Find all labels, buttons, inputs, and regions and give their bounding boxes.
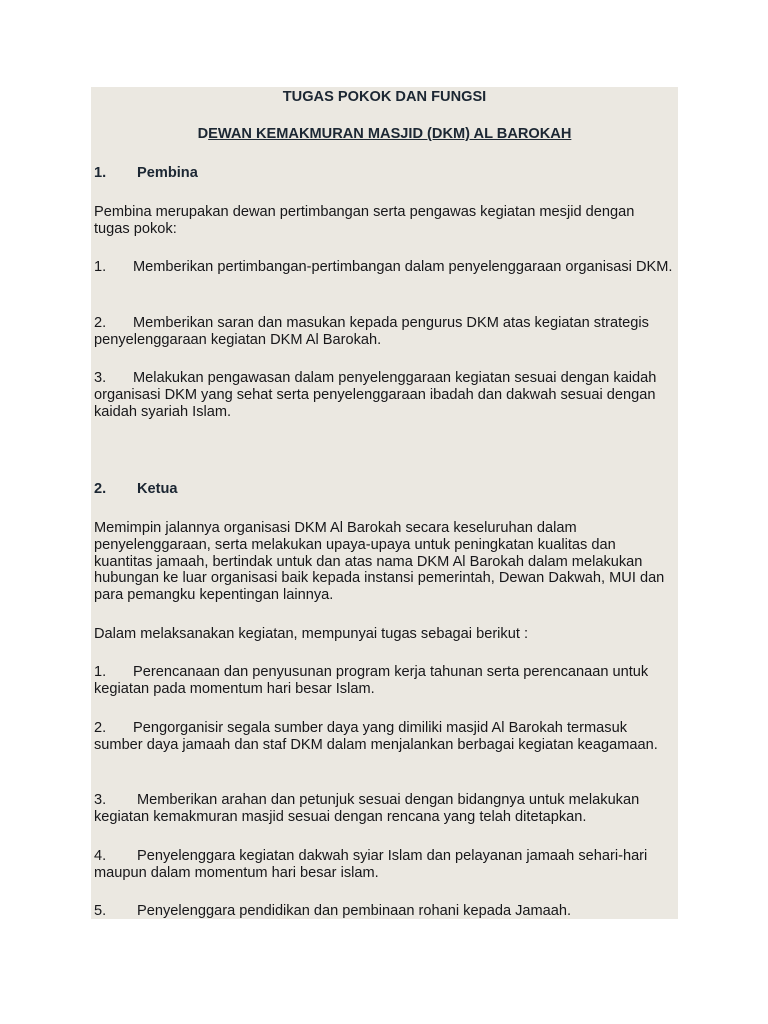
item-number: 4. bbox=[94, 848, 107, 864]
item-number: 2. bbox=[94, 720, 107, 736]
item-number: 1. bbox=[94, 259, 107, 275]
section-1-item-3 bbox=[94, 370, 674, 420]
section-2-lead: Dalam melaksanakan kegiatan, mempunyai tugas sebagai berikut : bbox=[94, 626, 529, 642]
subtitle-prefix: D bbox=[197, 126, 209, 142]
section-2-item-2 bbox=[94, 720, 674, 754]
item-text: Memberikan pertimbangan-pertimbangan dalam penyelenggaraan organisasi DKM. bbox=[133, 259, 673, 275]
item-text: Pengorganisir segala sumber daya yang dimiliki masjid Al Barokah termasuk sumber daya jamaah dan staf DKM dalam menjalankan berbagai kegiatan keagamaan. bbox=[94, 720, 658, 753]
item-number: 1. bbox=[94, 664, 107, 680]
section-1-heading bbox=[94, 165, 198, 182]
section-2-item-4 bbox=[94, 848, 674, 882]
section-2-item-1 bbox=[94, 664, 674, 698]
section-1-intro: Pembina merupakan dewan pertimbangan serta pengawas kegiatan mesjid dengan tugas pokok: bbox=[94, 204, 635, 237]
item-text: Memberikan arahan dan petunjuk sesuai dengan bidangnya untuk melakukan kegiatan kemakmuran masjid sesuai dengan rencana yang telah ditetapkan. bbox=[94, 792, 640, 825]
item-text: Penyelenggara kegiatan dakwah syiar Islam dan pelayanan jamaah sehari-hari maupun dalam momentum hari besar islam. bbox=[94, 848, 648, 881]
subtitle-underlined: EWAN KEMAKMURAN MASJID (DKM) AL BAROKAH bbox=[208, 126, 572, 142]
section-1-item-2 bbox=[94, 315, 674, 349]
section-title: Ketua bbox=[137, 481, 178, 497]
section-number: 1. bbox=[94, 165, 107, 181]
document-subtitle bbox=[91, 126, 678, 143]
section-2-intro: Memimpin jalannya organisasi DKM Al Barokah secara keseluruhan dalam penyelenggaraan, serta melakukan upaya-upaya untuk peningkatan kualitas dan kuantitas jamaah, bertindak untuk dan atas nama DKM Al Barokah dalam melakukan hubungan ke luar organisasi baik kepada instansi pemerintah, Dewan Dakwah, MUI dan para pemangku kepentingan lainnya. bbox=[94, 520, 665, 604]
item-text: Penyelenggara pendidikan dan pembinaan rohani kepada Jamaah. bbox=[137, 903, 572, 919]
document-title: TUGAS POKOK DAN FUNGSI bbox=[282, 89, 487, 105]
document-page bbox=[91, 87, 678, 919]
section-number: 2. bbox=[94, 481, 107, 497]
item-number: 5. bbox=[94, 903, 107, 919]
item-text: Melakukan pengawasan dalam penyelenggaraan kegiatan sesuai dengan kaidah organisasi DKM yang sehat serta penyelenggaraan ibadah dan dakwah sesuai dengan kaidah syariah Islam. bbox=[94, 370, 657, 420]
section-2-heading bbox=[94, 481, 178, 498]
section-title: Pembina bbox=[137, 165, 198, 181]
item-number: 3. bbox=[94, 370, 107, 386]
item-number: 3. bbox=[94, 792, 107, 808]
section-2-item-5 bbox=[94, 903, 674, 920]
item-text: Perencanaan dan penyusunan program kerja tahunan serta perencanaan untuk kegiatan pada momentum hari besar Islam. bbox=[94, 664, 649, 697]
section-1-item-1 bbox=[94, 259, 674, 276]
item-text: Memberikan saran dan masukan kepada pengurus DKM atas kegiatan strategis penyelenggaraan kegiatan DKM Al Barokah. bbox=[94, 315, 649, 348]
item-number: 2. bbox=[94, 315, 107, 331]
section-2-item-3 bbox=[94, 792, 674, 826]
